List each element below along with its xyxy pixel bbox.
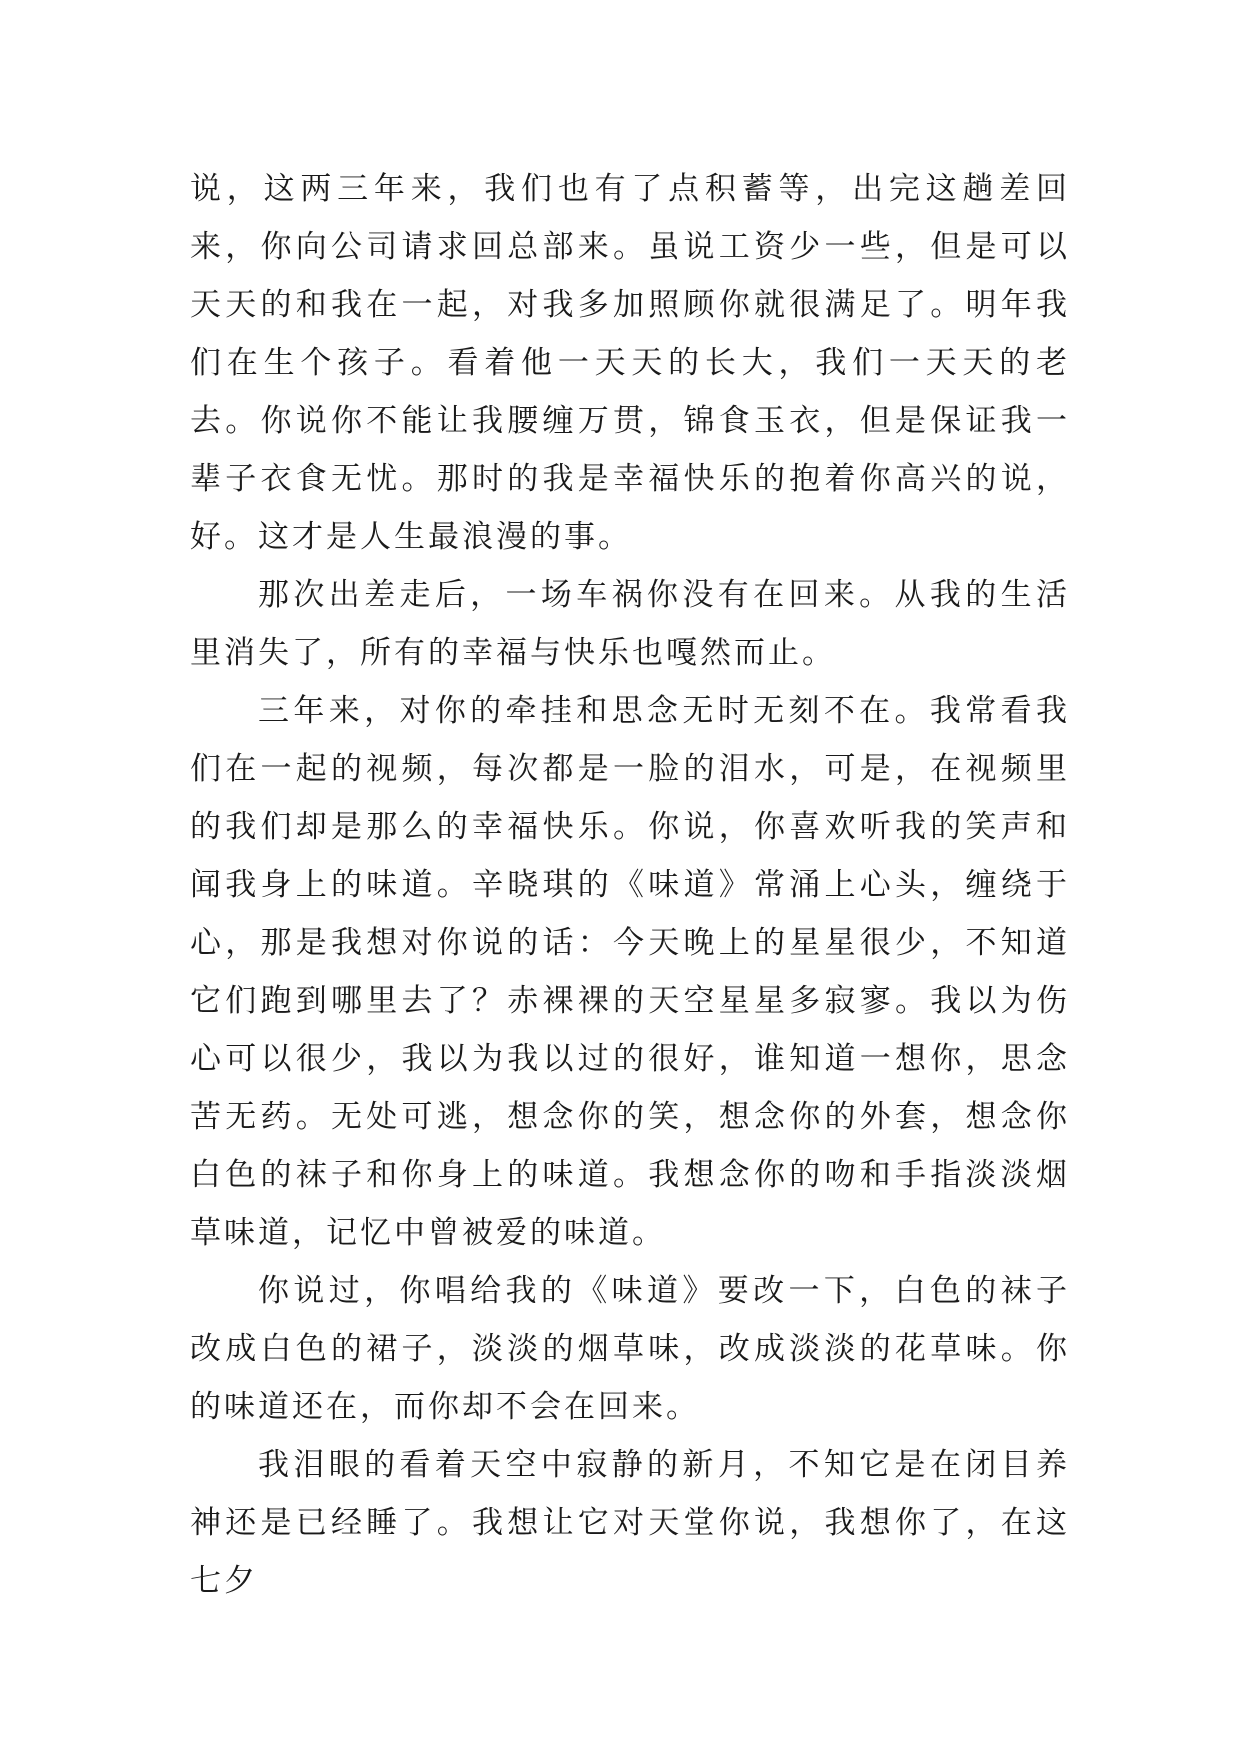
paragraph-3: 三年来，对你的牵挂和思念无时无刻不在。我常看我们在一起的视频，每次都是一脸的泪水，可是，在视频里的我们却是那么的幸福快乐。你说，你喜欢听我的笑声和闻我身上的味道。辛晓琪的《味道》常涌上心头，缠绕于心，那是我想对你说的话：今天晚上的星星很少，不知道它们跑到哪里去了？赤裸裸的天空星星多寂寥。我以为伤心可以很少，我以为我以过的很好，谁知道一想你，思念苦无药。无处可逃，想念你的笑，想念你的外套，想念你白色的袜子和你身上的味道。我想念你的吻和手指淡淡烟草味道，记忆中曾被爱的味道。	[190, 693, 1070, 1251]
document-body	[190, 160, 1070, 1610]
paragraph-2: 那次出差走后，一场车祸你没有在回来。从我的生活里消失了，所有的幸福与快乐也嘎然而止。	[190, 577, 1070, 671]
paragraph-1: 说，这两三年来，我们也有了点积蓄等，出完这趟差回来，你向公司请求回总部来。虽说工资少一些，但是可以天天的和我在一起，对我多加照顾你就很满足了。明年我们在生个孩子。看着他一天天的长大，我们一天天的老去。你说你不能让我腰缠万贯，锦食玉衣，但是保证我一辈子衣食无忧。那时的我是幸福快乐的抱着你高兴的说，好。这才是人生最浪漫的事。	[190, 171, 1070, 555]
paragraph-4: 你说过，你唱给我的《味道》要改一下，白色的袜子改成白色的裙子，淡淡的烟草味，改成淡淡的花草味。你的味道还在，而你却不会在回来。	[190, 1273, 1070, 1425]
paragraph-5: 我泪眼的看着天空中寂静的新月，不知它是在闭目养神还是已经睡了。我想让它对天堂你说，我想你了，在这七夕	[190, 1447, 1070, 1599]
